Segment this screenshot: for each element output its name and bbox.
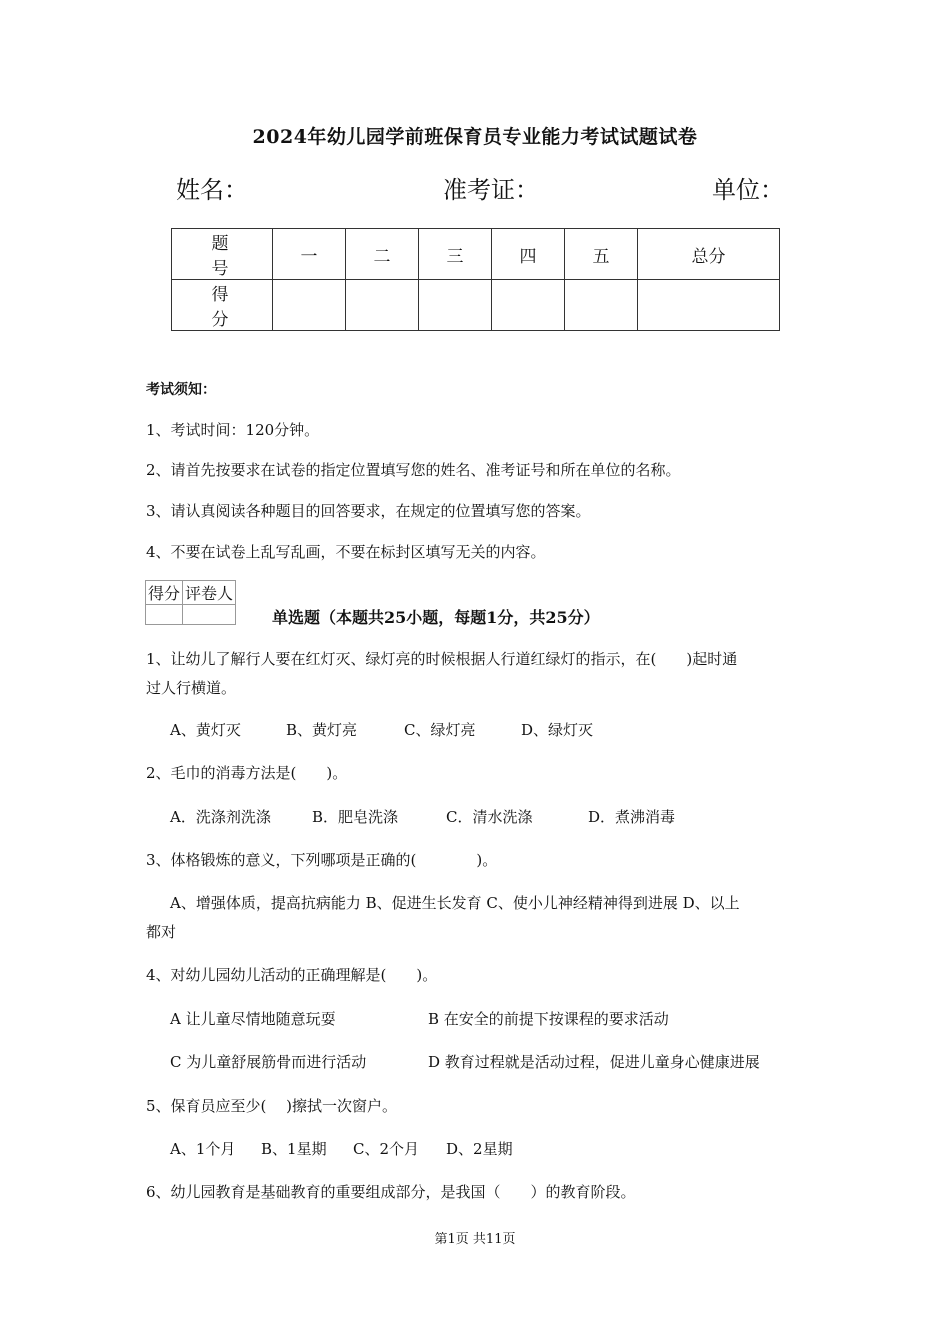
question-5-option-b: B、1星期 (261, 1140, 327, 1158)
question-2-option-c: C．清水洗涤 (446, 808, 533, 826)
question-4-option-d: D 教育过程就是活动过程，促进儿童身心健康进展 (428, 1053, 760, 1071)
score-table-col-2: 二 (346, 229, 419, 280)
score-table (171, 228, 780, 331)
name-field-label: 姓名： (176, 176, 248, 204)
score-table-col-5: 五 (565, 229, 638, 280)
question-2-option-a: A．洗涤剂洗涤 (170, 808, 271, 826)
reviewer-box-score-cell[interactable] (146, 605, 183, 625)
exam-id-field-label: 准考证： (443, 176, 539, 204)
notice-item-1: 1、考试时间：120分钟。 (146, 421, 320, 439)
question-3-stem: 3、体格锻炼的意义，下列哪项是正确的( )。 (146, 851, 498, 869)
question-1-option-d: D、绿灯灭 (521, 721, 594, 739)
notice-item-3: 3、请认真阅读各种题目的回答要求，在规定的位置填写您的答案。 (146, 502, 591, 520)
page-footer: 第1页 共11页 (434, 1232, 516, 1247)
notice-heading: 考试须知： (146, 382, 216, 398)
score-cell-total[interactable] (638, 280, 780, 331)
question-4-option-b: B 在安全的前提下按课程的要求活动 (428, 1010, 669, 1028)
score-cell-2[interactable] (346, 280, 419, 331)
reviewer-box-score-label: 得分 (146, 581, 183, 605)
question-2-option-d: D．煮沸消毒 (588, 808, 676, 826)
question-2-stem: 2、毛巾的消毒方法是( )。 (146, 764, 348, 782)
question-5-option-a: A、1个月 (170, 1140, 236, 1158)
score-table-score-label: 得 分 (172, 280, 273, 331)
question-4-option-a: A 让儿童尽情地随意玩耍 (170, 1010, 336, 1028)
score-table-col-3: 三 (419, 229, 492, 280)
score-table-score-row (172, 280, 780, 331)
question-6-stem: 6、幼儿园教育是基础教育的重要组成部分，是我国（ ）的教育阶段。 (146, 1183, 636, 1201)
score-table-col-total: 总分 (638, 229, 780, 280)
question-1-option-c: C、绿灯亮 (404, 721, 476, 739)
score-cell-5[interactable] (565, 280, 638, 331)
notice-item-2: 2、请首先按要求在试卷的指定位置填写您的姓名、准考证号和所在单位的名称。 (146, 461, 681, 479)
question-1-option-b: B、黄灯亮 (286, 721, 358, 739)
score-table-header-row (172, 229, 780, 280)
question-2-option-b: B．肥皂洗涤 (312, 808, 399, 826)
reviewer-box-reviewer-label: 评卷人 (183, 581, 236, 605)
question-5-stem: 5、保育员应至少( )擦拭一次窗户。 (146, 1097, 398, 1115)
score-table-col-1: 一 (273, 229, 346, 280)
page-title: 2024年幼儿园学前班保育员专业能力考试试题试卷 (252, 126, 698, 148)
question-1-option-a: A、黄灯灭 (170, 721, 241, 739)
section-title: 单选题（本题共25小题，每题1分，共25分） (272, 608, 600, 627)
question-3-options-line-1: A、增强体质，提高抗病能力 B、促进生长发育 C、使小儿神经精神得到进展 D、以上 (170, 894, 740, 912)
question-4-stem: 4、对幼儿园幼儿活动的正确理解是( )。 (146, 966, 438, 984)
reviewer-box-reviewer-cell[interactable] (183, 605, 236, 625)
unit-field-label: 单位： (712, 176, 784, 204)
question-5-option-d: D、2星期 (446, 1140, 513, 1158)
question-4-option-c: C 为儿童舒展筋骨而进行活动 (170, 1053, 367, 1071)
score-table-header-label: 题 号 (172, 229, 273, 280)
question-1-line-1: 1、让幼儿了解行人要在红灯灭、绿灯亮的时候根据人行道红绿灯的指示，在( )起时通 (146, 650, 738, 668)
question-1-line-2: 过人行横道。 (146, 679, 237, 697)
question-3-options-line-2: 都对 (146, 923, 177, 941)
score-cell-1[interactable] (273, 280, 346, 331)
question-5-option-c: C、2个月 (353, 1140, 420, 1158)
score-table-col-4: 四 (492, 229, 565, 280)
score-cell-3[interactable] (419, 280, 492, 331)
notice-item-4: 4、不要在试卷上乱写乱画，不要在标封区填写无关的内容。 (146, 543, 546, 561)
score-cell-4[interactable] (492, 280, 565, 331)
reviewer-box (145, 580, 236, 625)
